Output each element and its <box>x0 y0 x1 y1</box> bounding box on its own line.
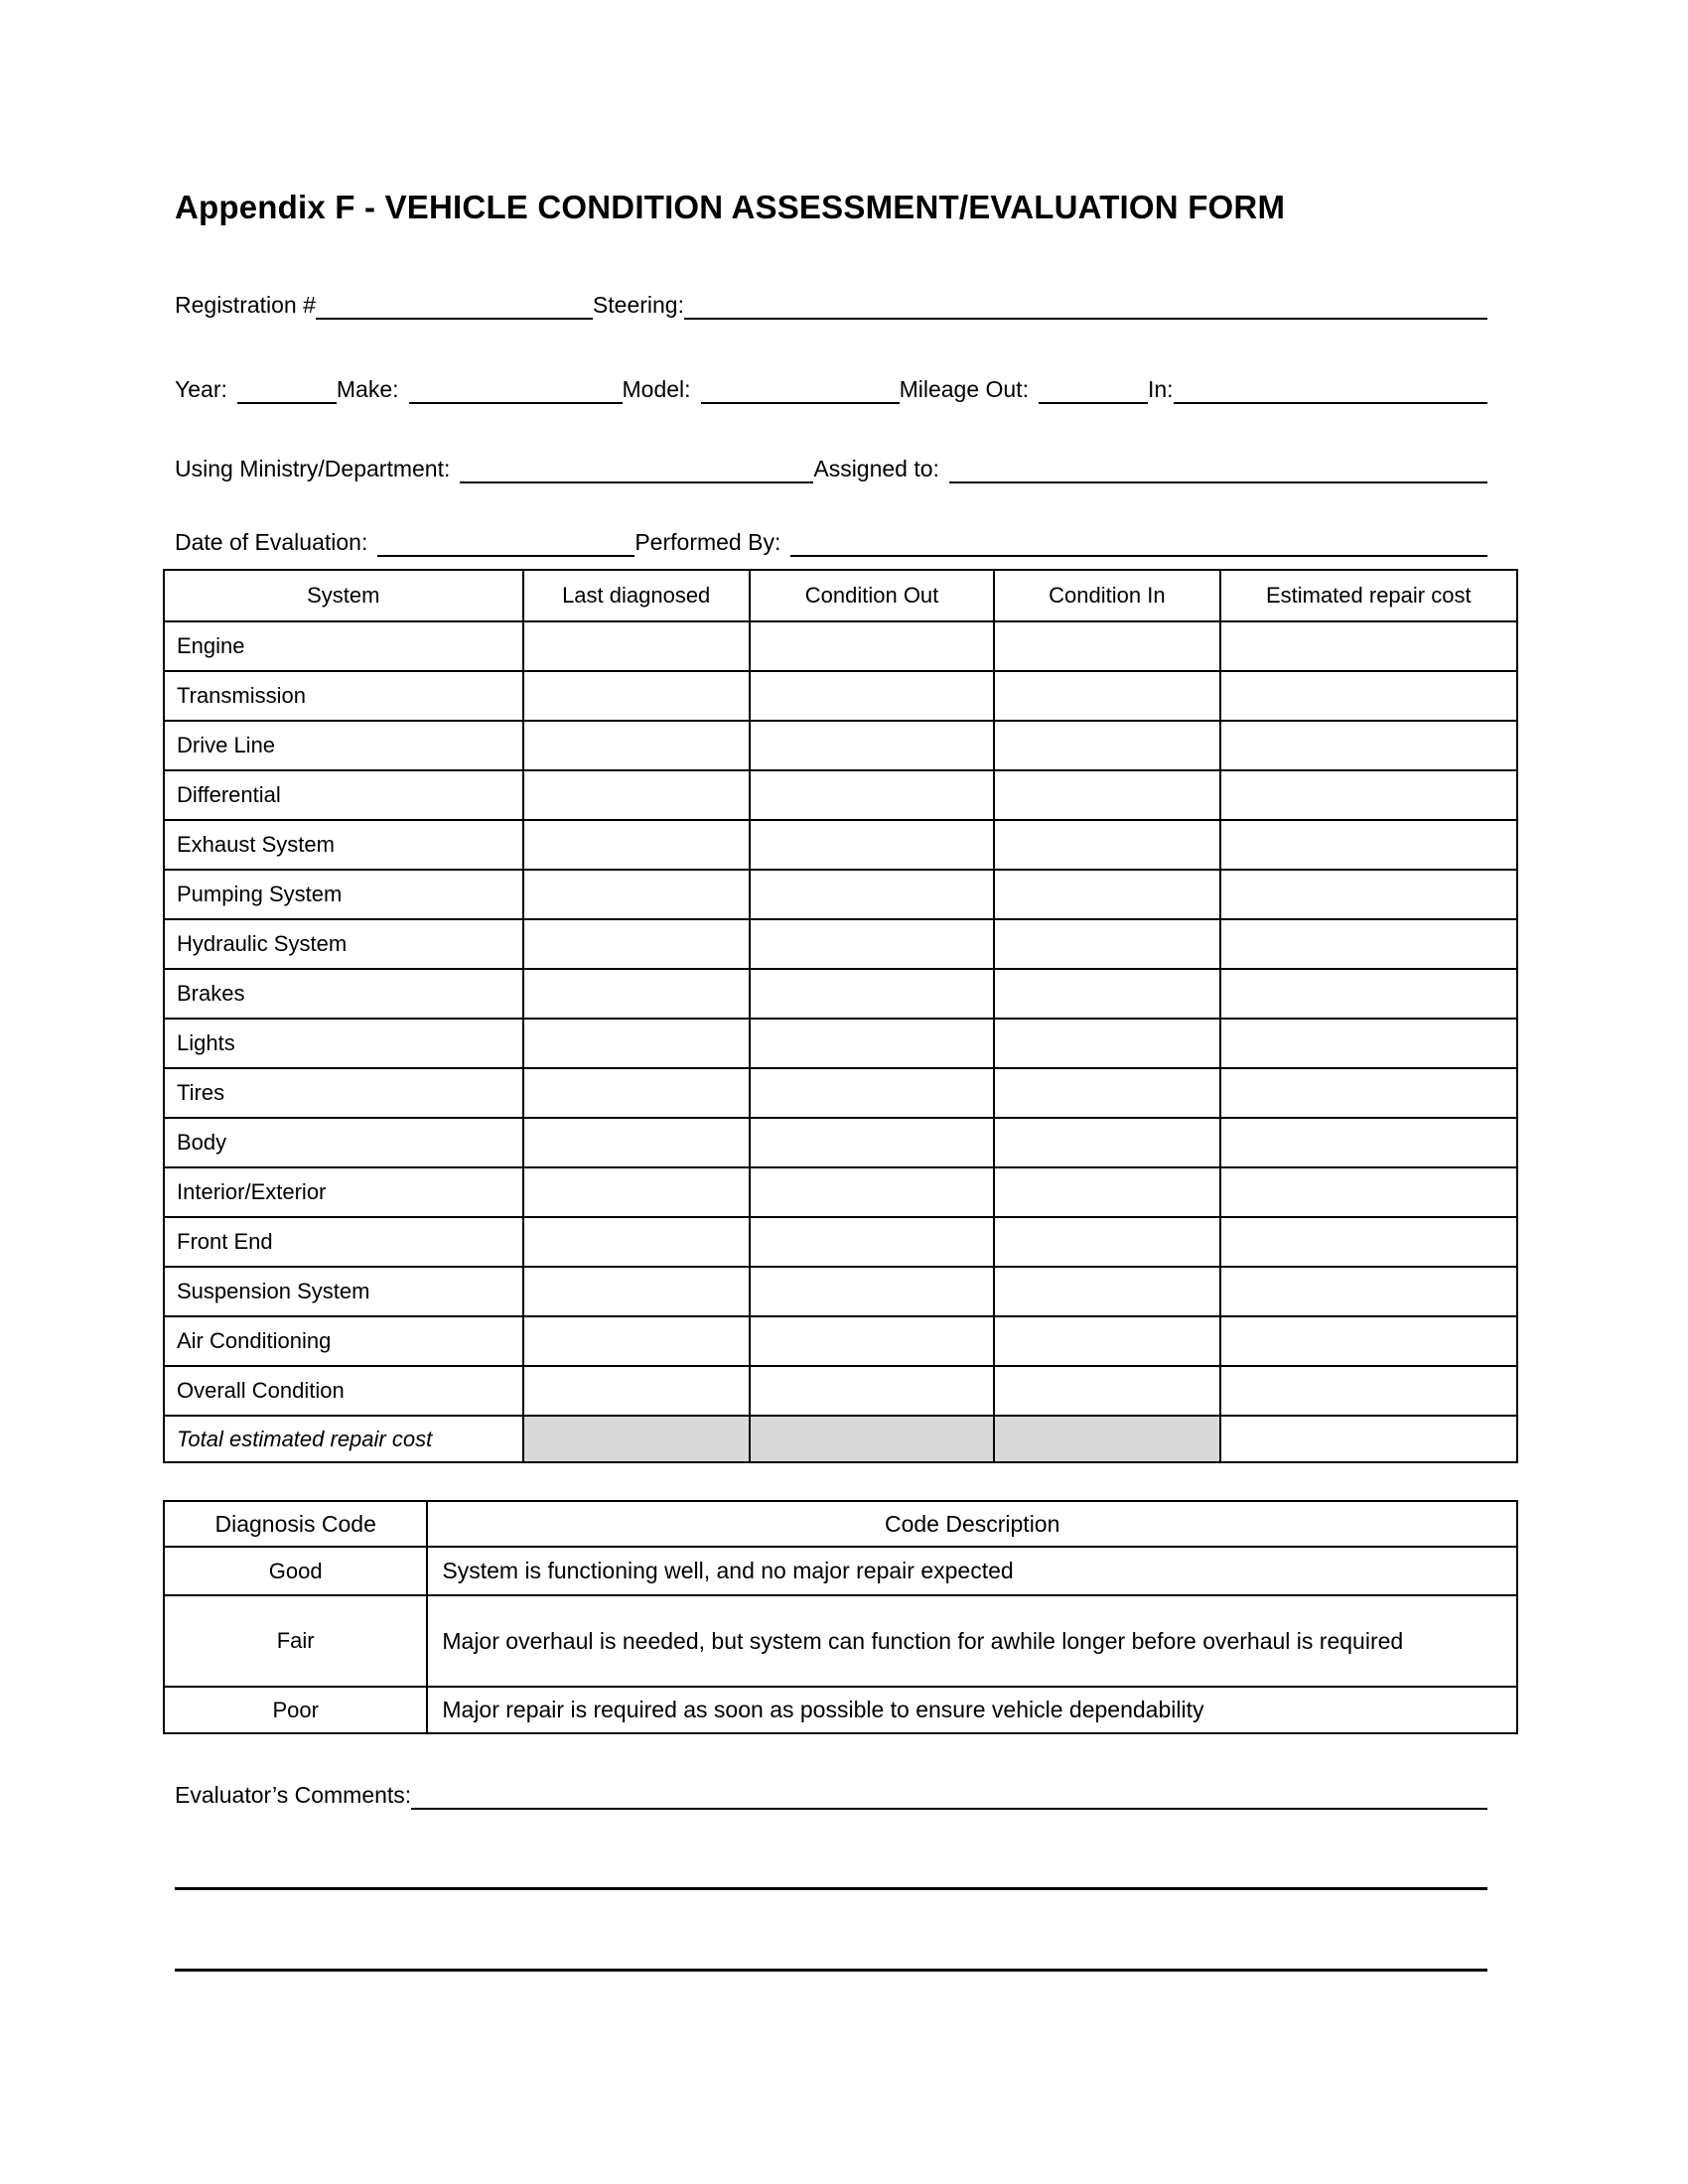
last-diagnosed-cell[interactable] <box>523 1366 750 1416</box>
evaluator-comments-label: Evaluator’s Comments: <box>175 1782 412 1808</box>
condition-in-cell[interactable] <box>994 1118 1219 1167</box>
condition-out-cell[interactable] <box>750 870 994 919</box>
system-row <box>164 1366 1517 1416</box>
evaluation-date-label: Date of Evaluation: <box>175 529 368 555</box>
condition-out-cell[interactable] <box>750 1068 994 1118</box>
system-row <box>164 1068 1517 1118</box>
last-diagnosed-cell[interactable] <box>523 870 750 919</box>
system-row-label: Differential <box>164 770 523 820</box>
registration-label: Registration # <box>175 292 316 318</box>
system-row <box>164 919 1517 969</box>
total-condition-in-cell <box>994 1416 1219 1462</box>
condition-in-cell[interactable] <box>994 770 1219 820</box>
system-row-label: Air Conditioning <box>164 1316 523 1366</box>
repair-cost-cell[interactable] <box>1220 1019 1517 1068</box>
evaluation-date-field[interactable] <box>377 529 634 557</box>
condition-in-cell[interactable] <box>994 1019 1219 1068</box>
code-description-cell: Major repair is required as soon as possible to ensure vehicle dependability <box>427 1687 1517 1733</box>
mileage-out-label: Mileage Out: <box>899 376 1029 402</box>
comments-line-2[interactable] <box>175 1887 1487 1890</box>
repair-cost-cell[interactable] <box>1220 1267 1517 1316</box>
assigned-to-label: Assigned to: <box>813 456 939 481</box>
system-row-label: Transmission <box>164 671 523 721</box>
last-diagnosed-cell[interactable] <box>523 1118 750 1167</box>
condition-in-cell[interactable] <box>994 721 1219 770</box>
diagnosis-code-row <box>164 1687 1517 1733</box>
system-row-label: Front End <box>164 1217 523 1267</box>
last-diagnosed-column-header: Last diagnosed <box>523 570 750 621</box>
ministry-label: Using Ministry/Department: <box>175 456 451 481</box>
last-diagnosed-cell[interactable] <box>523 770 750 820</box>
last-diagnosed-cell[interactable] <box>523 1019 750 1068</box>
systems-table-header-row <box>164 570 1517 621</box>
condition-out-column-header: Condition Out <box>750 570 994 621</box>
condition-in-cell[interactable] <box>994 1267 1219 1316</box>
total-row-label: Total estimated repair cost <box>164 1416 523 1462</box>
repair-cost-cell[interactable] <box>1220 919 1517 969</box>
repair-cost-cell[interactable] <box>1220 1217 1517 1267</box>
condition-in-cell[interactable] <box>994 1068 1219 1118</box>
last-diagnosed-cell[interactable] <box>523 1267 750 1316</box>
diagnosis-codes-table <box>163 1500 1518 1734</box>
system-row-label: Exhaust System <box>164 820 523 870</box>
system-row-label: Hydraulic System <box>164 919 523 969</box>
condition-out-cell[interactable] <box>750 621 994 671</box>
repair-cost-cell[interactable] <box>1220 1167 1517 1217</box>
condition-in-cell[interactable] <box>994 1316 1219 1366</box>
system-row-label: Body <box>164 1118 523 1167</box>
make-field[interactable] <box>409 376 623 404</box>
condition-out-cell[interactable] <box>750 1167 994 1217</box>
system-row <box>164 1167 1517 1217</box>
repair-cost-cell[interactable] <box>1220 721 1517 770</box>
system-row <box>164 721 1517 770</box>
condition-in-cell[interactable] <box>994 820 1219 870</box>
estimated-repair-cost-column-header: Estimated repair cost <box>1220 570 1517 621</box>
system-row-label: Lights <box>164 1019 523 1068</box>
condition-in-cell[interactable] <box>994 671 1219 721</box>
performed-by-field[interactable] <box>790 529 1487 557</box>
systems-table <box>163 569 1518 1463</box>
diagnosis-code-cell: Fair <box>164 1595 427 1687</box>
condition-out-cell[interactable] <box>750 1118 994 1167</box>
condition-out-cell[interactable] <box>750 1019 994 1068</box>
condition-in-cell[interactable] <box>994 870 1219 919</box>
repair-cost-cell[interactable] <box>1220 621 1517 671</box>
system-row <box>164 770 1517 820</box>
mileage-out-field[interactable] <box>1039 376 1148 404</box>
diagnosis-code-cell: Poor <box>164 1687 427 1733</box>
condition-out-cell[interactable] <box>750 1217 994 1267</box>
steering-field[interactable] <box>684 292 1487 320</box>
year-label: Year: <box>175 376 227 402</box>
condition-in-column-header: Condition In <box>994 570 1219 621</box>
repair-cost-cell[interactable] <box>1220 1366 1517 1416</box>
model-field[interactable] <box>701 376 900 404</box>
system-row <box>164 1267 1517 1316</box>
line-vehicle-info <box>175 374 1487 404</box>
condition-out-cell[interactable] <box>750 671 994 721</box>
diagnosis-code-row <box>164 1595 1517 1687</box>
year-field[interactable] <box>237 376 337 404</box>
condition-out-cell[interactable] <box>750 1267 994 1316</box>
system-row <box>164 671 1517 721</box>
mileage-in-field[interactable] <box>1174 376 1487 404</box>
make-label: Make: <box>336 376 399 402</box>
assigned-to-field[interactable] <box>949 456 1487 483</box>
evaluator-comments-field[interactable] <box>411 1782 1487 1810</box>
last-diagnosed-cell[interactable] <box>523 919 750 969</box>
code-description-cell: Major overhaul is needed, but system can function for awhile longer before overhaul is required <box>427 1595 1517 1687</box>
system-row <box>164 1019 1517 1068</box>
ministry-field[interactable] <box>460 456 813 483</box>
condition-out-cell[interactable] <box>750 1366 994 1416</box>
condition-out-cell[interactable] <box>750 969 994 1019</box>
line-registration-steering <box>175 290 1487 320</box>
repair-cost-cell[interactable] <box>1220 1316 1517 1366</box>
total-repair-cost-cell[interactable] <box>1220 1416 1517 1462</box>
model-label: Model: <box>622 376 691 402</box>
condition-out-cell[interactable] <box>750 770 994 820</box>
system-row-label: Interior/Exterior <box>164 1167 523 1217</box>
condition-in-cell[interactable] <box>994 1217 1219 1267</box>
system-row-label: Pumping System <box>164 870 523 919</box>
last-diagnosed-cell[interactable] <box>523 721 750 770</box>
system-row <box>164 621 1517 671</box>
diagnosis-code-column-header: Diagnosis Code <box>164 1501 427 1547</box>
total-estimated-repair-cost-row <box>164 1416 1517 1462</box>
last-diagnosed-cell[interactable] <box>523 1068 750 1118</box>
repair-cost-cell[interactable] <box>1220 969 1517 1019</box>
system-row <box>164 1217 1517 1267</box>
steering-label: Steering: <box>592 292 684 318</box>
last-diagnosed-cell[interactable] <box>523 671 750 721</box>
condition-in-cell[interactable] <box>994 621 1219 671</box>
repair-cost-cell[interactable] <box>1220 820 1517 870</box>
last-diagnosed-cell[interactable] <box>523 621 750 671</box>
repair-cost-cell[interactable] <box>1220 671 1517 721</box>
condition-out-cell[interactable] <box>750 1316 994 1366</box>
condition-in-cell[interactable] <box>994 1366 1219 1416</box>
codes-table-header-row <box>164 1501 1517 1547</box>
mileage-in-label: In: <box>1147 376 1174 402</box>
last-diagnosed-cell[interactable] <box>523 1316 750 1366</box>
system-row-label: Tires <box>164 1068 523 1118</box>
system-row-label: Engine <box>164 621 523 671</box>
repair-cost-cell[interactable] <box>1220 1118 1517 1167</box>
system-row <box>164 1316 1517 1366</box>
line-ministry-assigned <box>175 454 1487 483</box>
total-last-diagnosed-cell <box>523 1416 750 1462</box>
condition-in-cell[interactable] <box>994 969 1219 1019</box>
last-diagnosed-cell[interactable] <box>523 1167 750 1217</box>
total-condition-out-cell <box>750 1416 994 1462</box>
system-row-label: Brakes <box>164 969 523 1019</box>
performed-by-label: Performed By: <box>634 529 781 555</box>
condition-in-cell[interactable] <box>994 1167 1219 1217</box>
diagnosis-code-cell: Good <box>164 1547 427 1595</box>
system-column-header: System <box>164 570 523 621</box>
diagnosis-code-row <box>164 1547 1517 1595</box>
system-row <box>164 969 1517 1019</box>
system-row <box>164 870 1517 919</box>
page-title: Appendix F - VEHICLE CONDITION ASSESSMENT/EVALUATION FORM <box>175 189 1286 225</box>
condition-out-cell[interactable] <box>750 721 994 770</box>
last-diagnosed-cell[interactable] <box>523 969 750 1019</box>
comments-line-3[interactable] <box>175 1969 1487 1972</box>
repair-cost-cell[interactable] <box>1220 770 1517 820</box>
line-evaluator-comments <box>175 1780 1487 1810</box>
code-description-column-header: Code Description <box>427 1501 1517 1547</box>
system-row <box>164 1118 1517 1167</box>
condition-out-cell[interactable] <box>750 820 994 870</box>
condition-in-cell[interactable] <box>994 919 1219 969</box>
condition-out-cell[interactable] <box>750 919 994 969</box>
repair-cost-cell[interactable] <box>1220 870 1517 919</box>
last-diagnosed-cell[interactable] <box>523 820 750 870</box>
registration-field[interactable] <box>316 292 593 320</box>
system-row-label: Drive Line <box>164 721 523 770</box>
last-diagnosed-cell[interactable] <box>523 1217 750 1267</box>
line-date-performed <box>175 527 1487 557</box>
system-row <box>164 820 1517 870</box>
code-description-cell: System is functioning well, and no major repair expected <box>427 1547 1517 1595</box>
system-row-label: Suspension System <box>164 1267 523 1316</box>
system-row-label: Overall Condition <box>164 1366 523 1416</box>
repair-cost-cell[interactable] <box>1220 1068 1517 1118</box>
